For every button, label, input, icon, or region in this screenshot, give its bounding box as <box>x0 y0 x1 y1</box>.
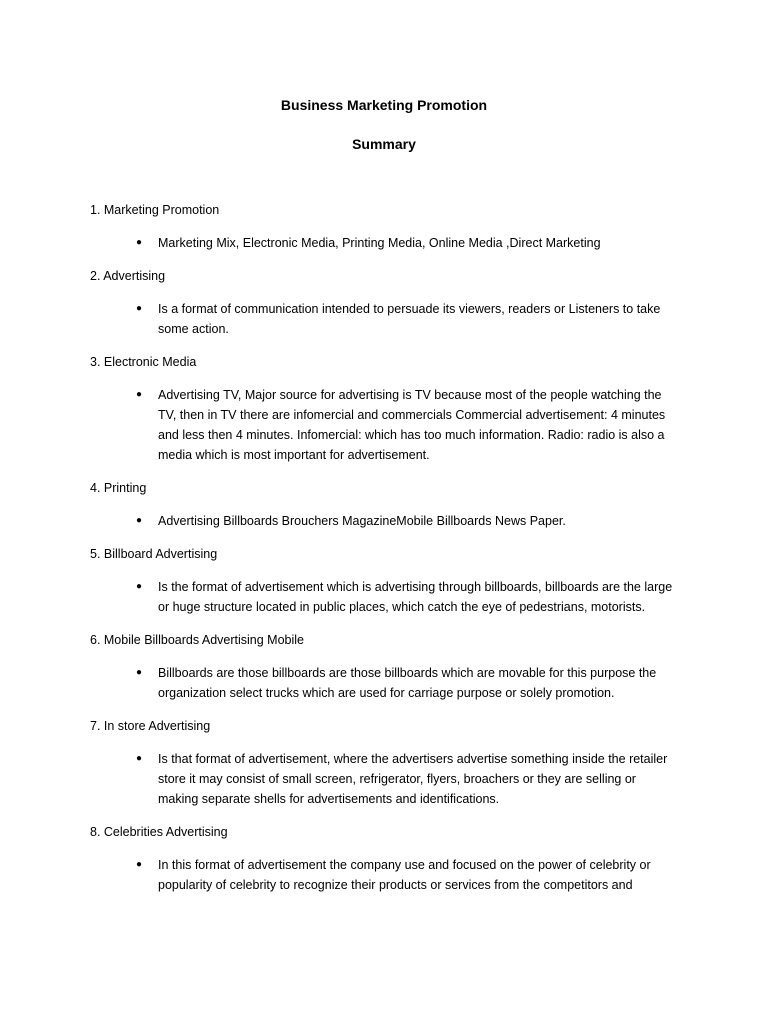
bullet-text: Is a format of communication intended to persuade its viewers, readers or Listeners to take some action. <box>158 302 661 336</box>
bullet-icon: ● <box>136 581 143 592</box>
bullet-text: Marketing Mix, Electronic Media, Printing Media, Online Media ,Direct Marketing <box>158 236 601 250</box>
bullet-text: Advertising TV, Major source for advertising is TV because most of the people watching the TV, then in TV there are infomercial and commercials Commercial advertisement: 4 minutes and less then 4 minutes. Infomercial: which has too much information. Radio: radio is also a media which is most important for advertisement. <box>158 388 666 462</box>
document-title: Business Marketing Promotion <box>280 97 488 113</box>
bullet-text: Is the format of advertisement which is advertising through billboards, billboards are the large or huge structure located in public places, which catch the eye of pedestrians, motorists. <box>158 580 673 614</box>
section-heading: 3. Electronic Media <box>90 355 197 369</box>
bullet-item <box>90 233 678 253</box>
bullet-icon: ● <box>136 667 143 678</box>
document-subtitle: Summary <box>352 136 416 152</box>
bullet-text: Is that format of advertisement, where the advertisers advertise something inside the retailer store it may consist of small screen, refrigerator, flyers, broachers or they are selling or making separate shells for advertisements and identifications. <box>158 752 668 806</box>
section-marketing-promotion <box>90 200 678 253</box>
section-printing <box>90 478 678 531</box>
section-in-store-advertising <box>90 716 678 809</box>
section-electronic-media <box>90 352 678 465</box>
bullet-item <box>90 385 678 465</box>
bullet-icon: ● <box>136 753 143 764</box>
bullet-item <box>90 749 678 809</box>
section-heading: 2. Advertising <box>90 269 166 283</box>
bullet-icon: ● <box>136 389 143 400</box>
section-celebrities-advertising <box>90 822 678 895</box>
section-heading: 7. In store Advertising <box>90 719 211 733</box>
bullet-icon: ● <box>136 859 143 870</box>
bullet-item <box>90 577 678 617</box>
bullet-icon: ● <box>136 303 143 314</box>
bullet-icon: ● <box>136 237 143 248</box>
bullet-text: Billboards are those billboards are those billboards which are movable for this purpose the organization select trucks which are used for carriage purpose or solely promotion. <box>158 666 657 700</box>
section-heading: 1. Marketing Promotion <box>90 203 220 217</box>
bullet-item <box>90 511 678 531</box>
section-advertising <box>90 266 678 339</box>
bullet-icon: ● <box>136 515 143 526</box>
section-heading: 6. Mobile Billboards Advertising Mobile <box>90 633 304 647</box>
section-heading: 5. Billboard Advertising <box>90 547 218 561</box>
section-billboard-advertising <box>90 544 678 617</box>
bullet-text: In this format of advertisement the company use and focused on the power of celebrity or popularity of celebrity to recognize their products or services from the competitors and <box>158 858 651 892</box>
section-heading: 4. Printing <box>90 481 147 495</box>
bullet-item <box>90 855 678 895</box>
section-heading: 8. Celebrities Advertising <box>90 825 228 839</box>
bullet-item <box>90 663 678 703</box>
section-mobile-billboards <box>90 630 678 703</box>
summary-sections <box>90 200 678 895</box>
bullet-item <box>90 299 678 339</box>
bullet-text: Advertising Billboards Brouchers MagazineMobile Billboards News Paper. <box>158 514 566 528</box>
